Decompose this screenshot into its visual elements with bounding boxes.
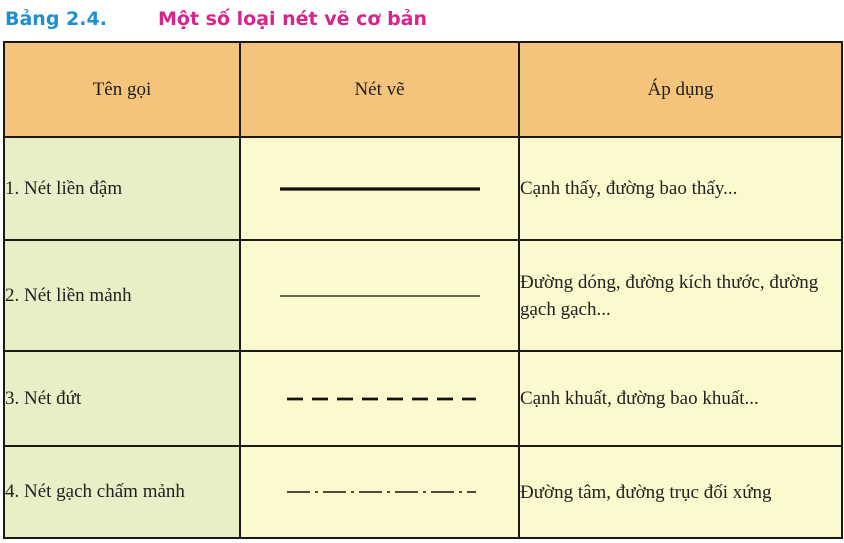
row-usage: Cạnh thấy, đường bao thấy... bbox=[519, 137, 842, 240]
table-row bbox=[4, 240, 842, 351]
dashed-line bbox=[278, 393, 482, 405]
row-name: 1. Nét liền đậm bbox=[4, 137, 240, 240]
table-row bbox=[4, 446, 842, 538]
header-line-sample: Nét vẽ bbox=[240, 42, 519, 137]
line-sample-cell bbox=[240, 351, 519, 446]
row-name: 2. Nét liền mảnh bbox=[4, 240, 240, 351]
row-usage: Đường tâm, đường trục đối xứng bbox=[519, 446, 842, 538]
table-row bbox=[4, 137, 842, 240]
caption-label: Bảng 2.4. bbox=[5, 8, 107, 30]
caption-title: Một số loại nét vẽ cơ bản bbox=[158, 8, 428, 30]
table-header-row bbox=[4, 42, 842, 137]
row-usage: Đường dóng, đường kích thước, đường gạch gạch... bbox=[519, 240, 842, 351]
row-usage: Cạnh khuất, đường bao khuất... bbox=[519, 351, 842, 446]
line-sample-cell bbox=[240, 137, 519, 240]
line-types-table bbox=[3, 41, 843, 539]
dash-dot-thin-line bbox=[278, 486, 482, 498]
table-row bbox=[4, 351, 842, 446]
row-name: 4. Nét gạch chấm mảnh bbox=[4, 446, 240, 538]
solid-thick-line bbox=[278, 183, 482, 195]
line-sample-cell bbox=[240, 240, 519, 351]
solid-thin-line bbox=[278, 290, 482, 302]
header-name: Tên gọi bbox=[4, 42, 240, 137]
row-name: 3. Nét đứt bbox=[4, 351, 240, 446]
header-usage: Áp dụng bbox=[519, 42, 842, 137]
line-sample-cell bbox=[240, 446, 519, 538]
